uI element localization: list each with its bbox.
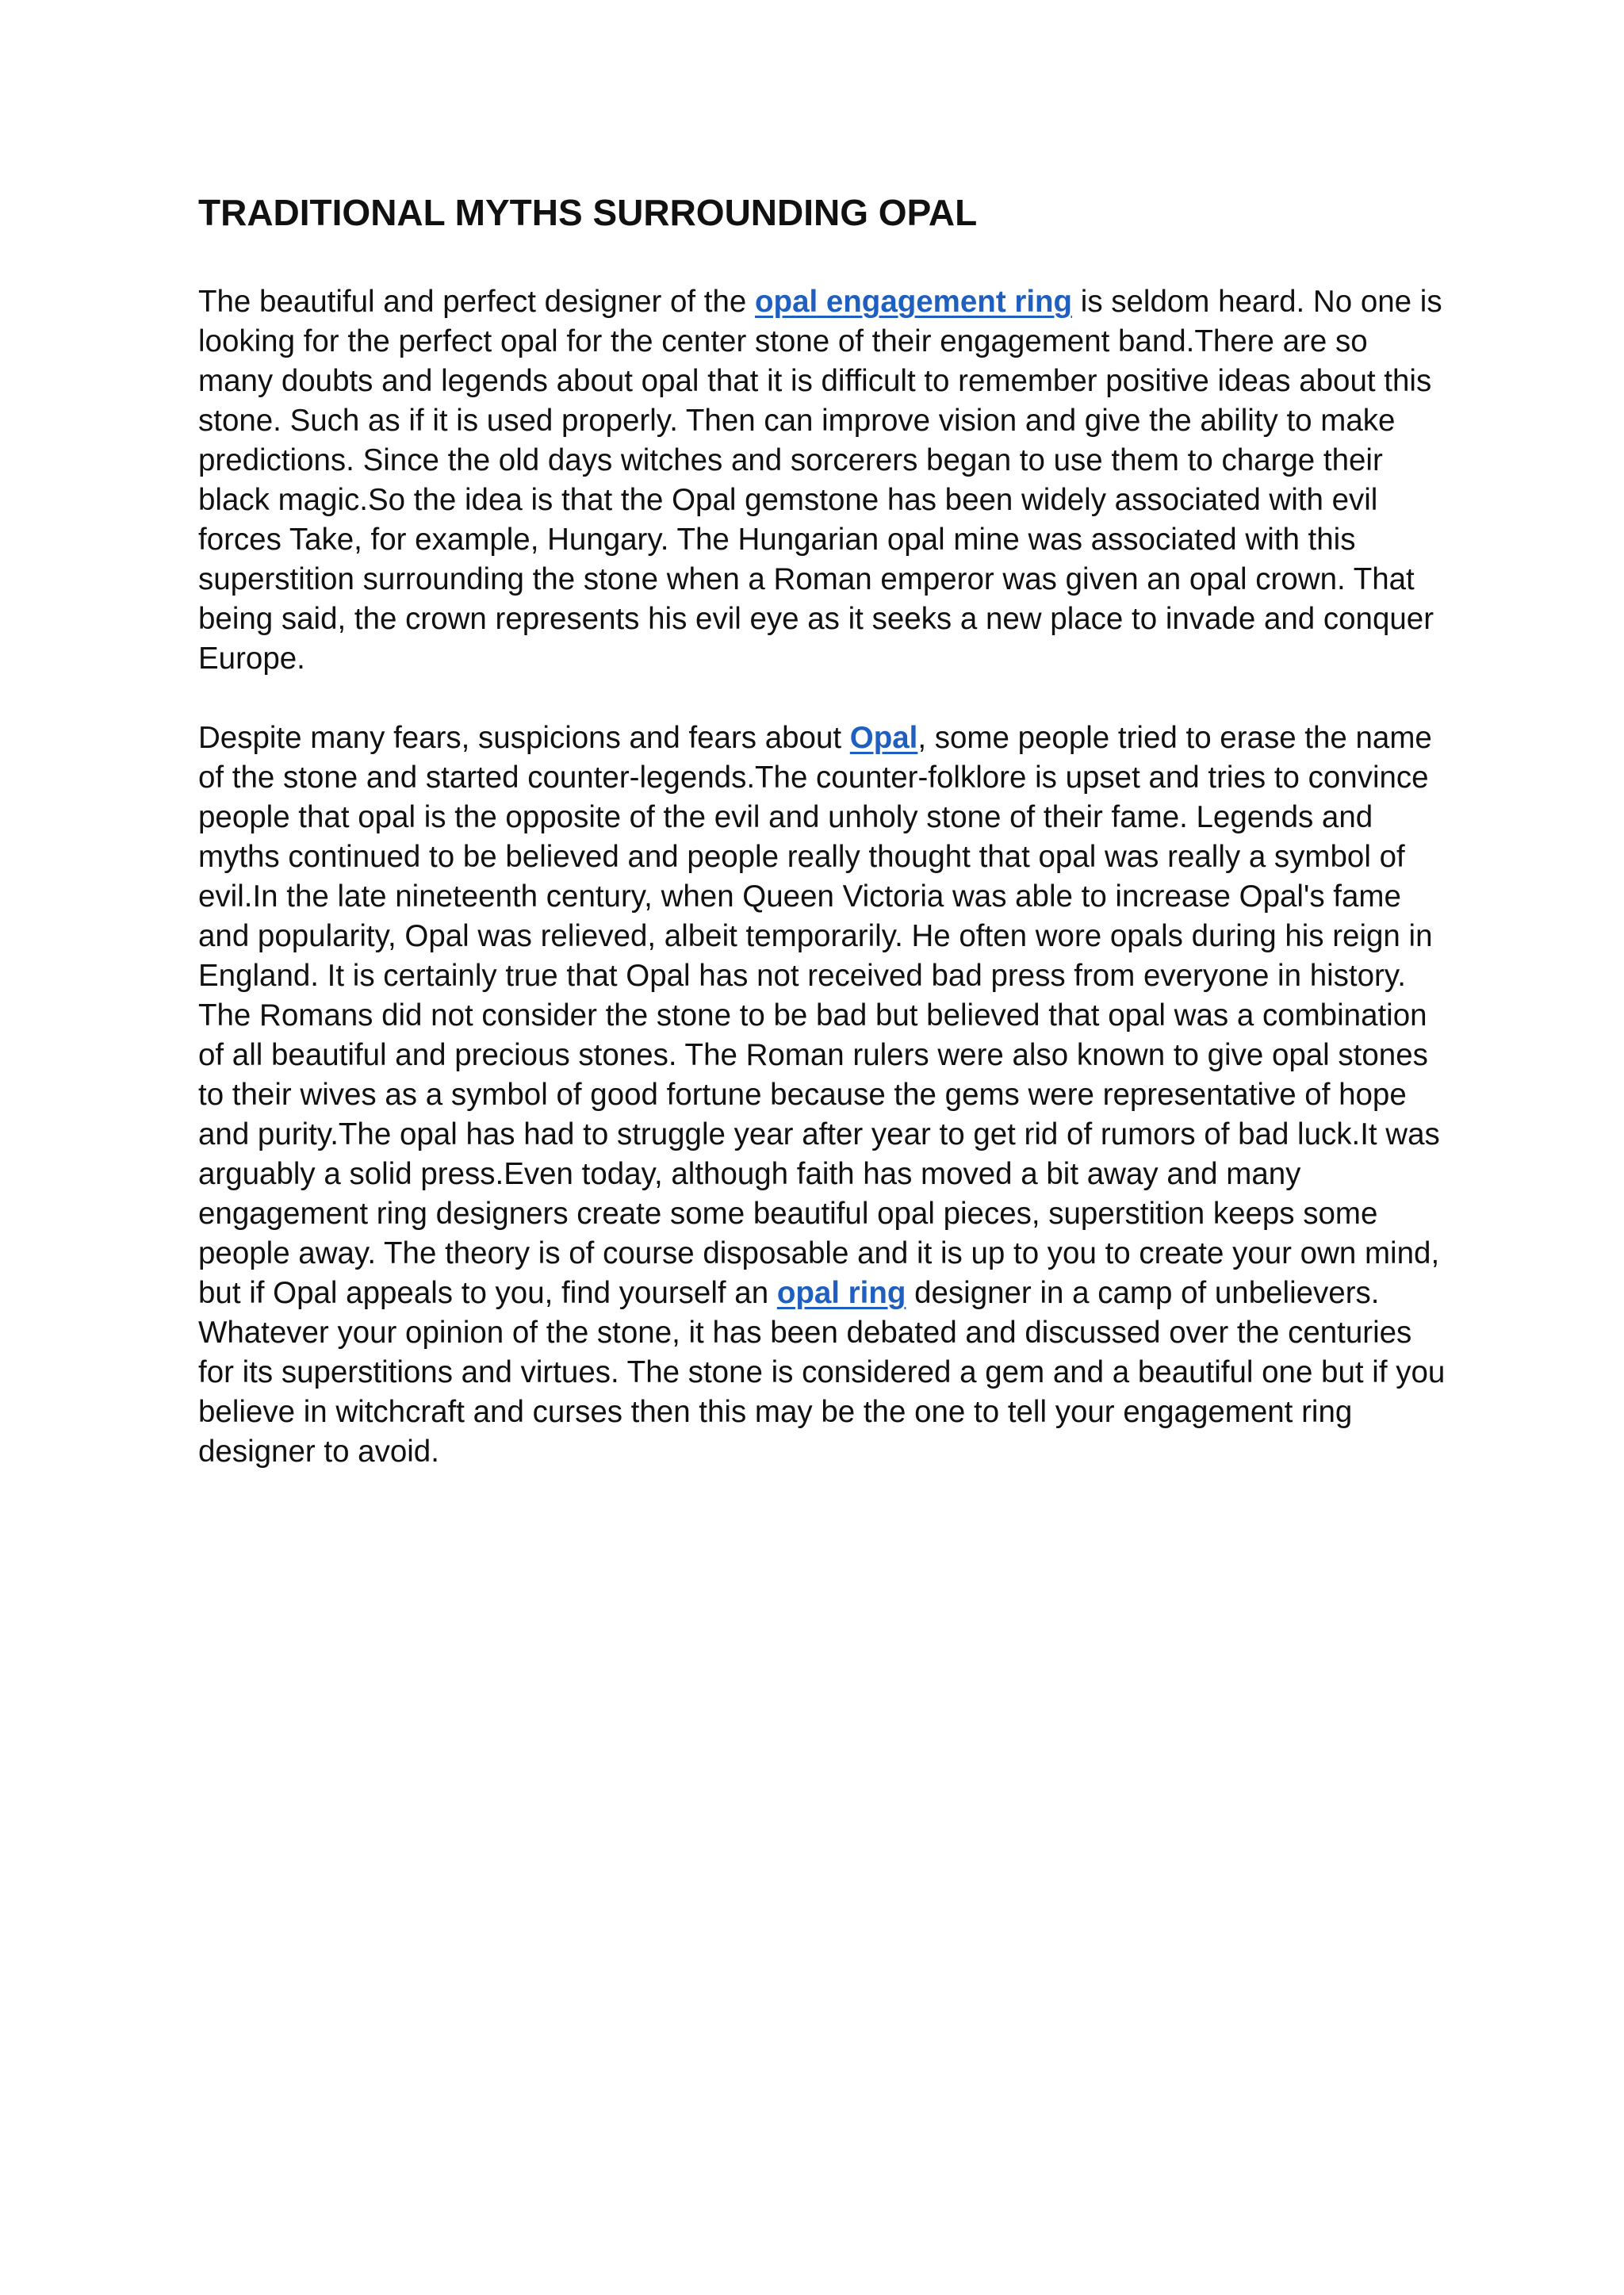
opal-ring-link[interactable]: opal ring	[776, 1276, 906, 1310]
opal-link[interactable]: Opal	[849, 721, 918, 755]
paragraph-1-text-start: The beautiful and perfect designer of the	[198, 285, 756, 319]
paragraph-2-text-end: designer in a camp of unbelievers. Whatever your opinion of the stone, it has been debated and discussed over the centuries for its superstitions and virtues. The stone is considered a gem and a beautiful one but if you believe in witchcraft and curses then this may be the one to tell your engagement ring designer to avoid.	[198, 1276, 1446, 1469]
document-title: TRADITIONAL MYTHS SURROUNDING OPAL	[198, 192, 978, 233]
paragraph-2-text-middle: , some people tried to erase the name of the stone and started counter-legends.The counter-folklore is upset and tries to convince people that opal is the opposite of the evil and unholy stone of their fame. Legends and myths continued to be believed and people really thought that opal was really a symbol of evil.In the late nineteenth century, when Queen Victoria was able to increase Opal's fame and popularity, Opal was relieved, albeit temporarily. He often wore opals during his reign in England. It is certainly true that Opal has not received bad press from everyone in history. The Romans did not consider the stone to be bad but believed that opal was a combination of all beautiful and precious stones. The Roman rulers were also known to give opal stones to their wives as a symbol of good fortune because the gems were representative of hope and purity.The opal has had to struggle year after year to get rid of rumors of bad luck.It was arguably a solid press.Even today, although faith has moved a bit away and many engagement ring designers create some beautiful opal pieces, superstition keeps some people away. The theory is of course disposable and it is up to you to create your own mind, but if Opal appeals to you, find yourself an	[198, 721, 1440, 1310]
paragraph-1-text-end: is seldom heard. No one is looking for the perfect opal for the center stone of their engagement band.There are so many doubts and legends about opal that it is difficult to remember positive ideas about this stone. Such as if it is used properly. Then can improve vision and give the ability to make predictions. Since the old days witches and sorcerers began to use them to charge their black magic.So the idea is that the Opal gemstone has been widely associated with evil forces Take, for example, Hungary. The Hungarian opal mine was associated with this superstition surrounding the stone when a Roman emperor was given an opal crown. That being said, the crown represents his evil eye as it seeks a new place to invade and conquer Europe.	[198, 285, 1442, 676]
paragraph-2-text-start: Despite many fears, suspicions and fears about	[198, 721, 850, 755]
opal-engagement-ring-link[interactable]: opal engagement ring	[755, 285, 1073, 319]
paragraph-1	[198, 282, 1450, 679]
document-body	[198, 189, 1450, 1511]
paragraph-2	[198, 718, 1450, 1472]
